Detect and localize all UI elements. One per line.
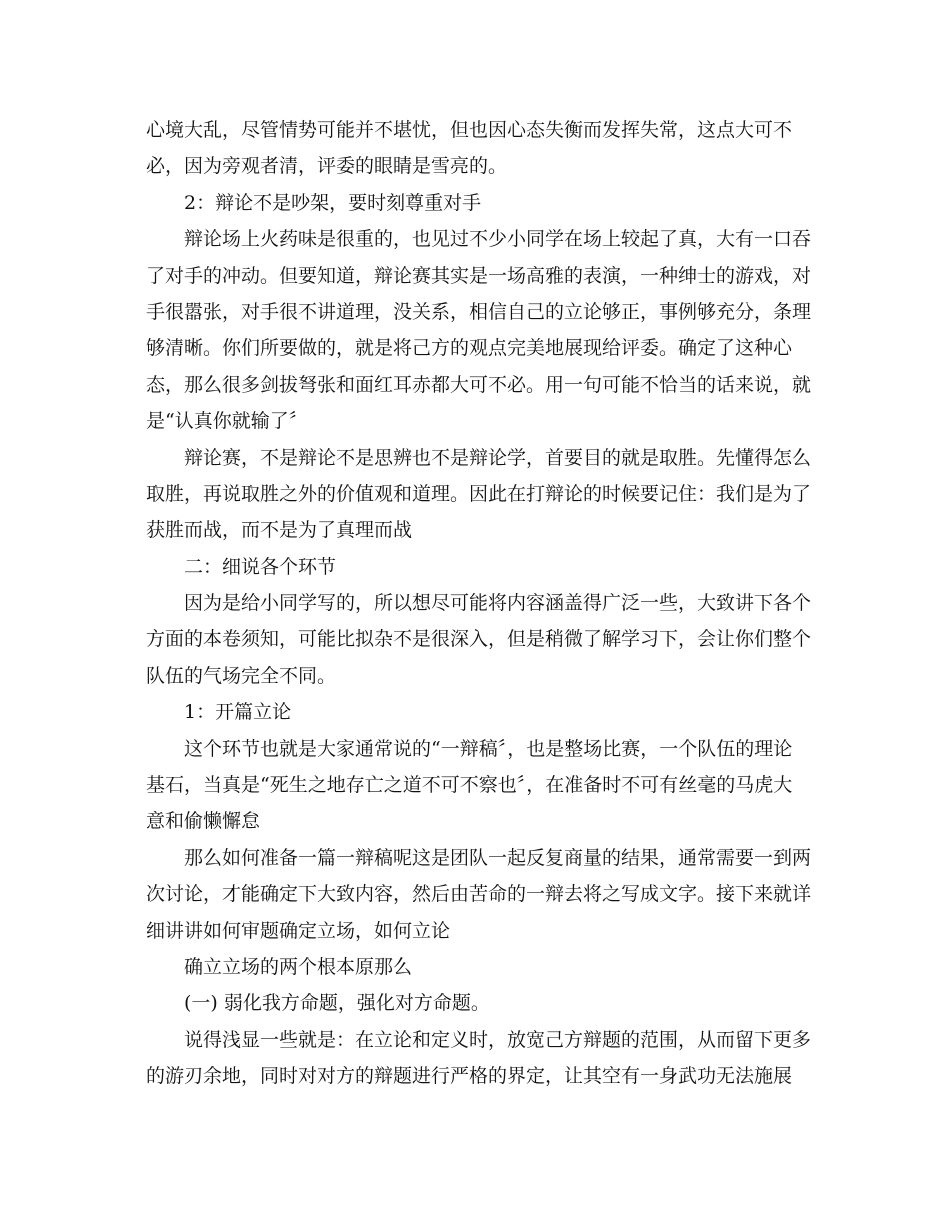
text-line: 那么如何准备一篇一辩稿呢这是团队一起反复商量的结果，通常需要一到两 <box>184 846 812 869</box>
paragraph <box>146 1022 812 1095</box>
paragraph <box>146 585 812 694</box>
text-line: 辩论场上火药味是很重的，也见过不少小同学在场上较起了真，大有一口吞 <box>184 228 812 251</box>
text-line: 辩论赛，不是辩论不是思辨也不是辩论学，首要目的就是取胜。先懂得怎么 <box>184 446 812 469</box>
text-line: 态，那么很多剑拔弩张和面红耳赤都大可不必。用一句可能不恰当的话来说，就 <box>146 373 812 396</box>
paragraph <box>146 185 806 221</box>
section-heading: 二：细说各个环节 <box>184 555 337 578</box>
text-line: 基石，当真是“死生之地存亡之道不可不察也〞，在准备时不可有丝毫的马虎大 <box>146 774 793 797</box>
paragraph <box>146 112 806 185</box>
paragraph <box>146 949 806 985</box>
text-line: 取胜，再说取胜之外的价值观和道理。因此在打辩论的时候要记住：我们是为了 <box>146 482 812 505</box>
section-heading: 1：开篇立论 <box>184 701 292 724</box>
section-heading: 2：辩论不是吵架，要时刻尊重对手 <box>184 191 482 214</box>
section-heading: 确立立场的两个根本原那么 <box>184 955 413 978</box>
paragraph <box>146 694 806 730</box>
text-line: 说得浅显一些就是：在立论和定义时，放宽己方辩题的范围，从而留下更多 <box>184 1028 812 1051</box>
paragraph <box>146 985 806 1021</box>
document-body <box>146 112 812 1095</box>
text-line: 手很嚣张，对手很不讲道理，没关系，相信自己的立论够正，事例够充分，条理 <box>146 300 812 323</box>
text-line: 因为是给小同学写的，所以想尽可能将内容涵盖得广泛一些，大致讲下各个 <box>184 592 812 615</box>
text-line: 是“认真你就输了〞 <box>146 410 308 433</box>
text-line: 次讨论，才能确定下大致内容，然后由苦命的一辩去将之写成文字。接下来就详 <box>146 883 812 906</box>
paragraph <box>146 440 812 549</box>
paragraph <box>146 549 806 585</box>
text-line: 的游刃余地，同时对对方的辩题进行严格的界定，让其空有一身武功无法施展 <box>146 1065 793 1088</box>
text-line: 获胜而战，而不是为了真理而战 <box>146 519 413 542</box>
text-line: 细讲讲如何审题确定立场，如何立论 <box>146 919 451 942</box>
text-line: 心境大乱，尽管情势可能并不堪忧，但也因心态失衡而发挥失常，这点大可不 <box>146 119 793 141</box>
paragraph <box>146 221 812 439</box>
text-line: 意和偷懒懈怠 <box>146 810 261 833</box>
text-line: 够清晰。你们所要做的，就是将己方的观点完美地展现给评委。确定了这种心 <box>146 337 793 360</box>
text-line: 必，因为旁观者清，评委的眼睛是雪亮的。 <box>146 155 508 178</box>
paragraph <box>146 840 812 949</box>
paragraph <box>146 731 806 840</box>
text-line: 这个环节也就是大家通常说的“一辩稿〞，也是整场比赛，一个队伍的理论 <box>184 737 793 760</box>
text-line: 了对手的冲动。但要知道，辩论赛其实是一场高雅的表演，一种绅士的游戏，对 <box>146 264 812 287</box>
text-line: 方面的本卷须知，可能比拟杂不是很深入，但是稍微了解学习下，会让你们整个 <box>146 628 812 651</box>
section-heading: (一) 弱化我方命题，强化对方命题。 <box>184 992 490 1015</box>
text-line: 队伍的气场完全不同。 <box>146 664 337 687</box>
